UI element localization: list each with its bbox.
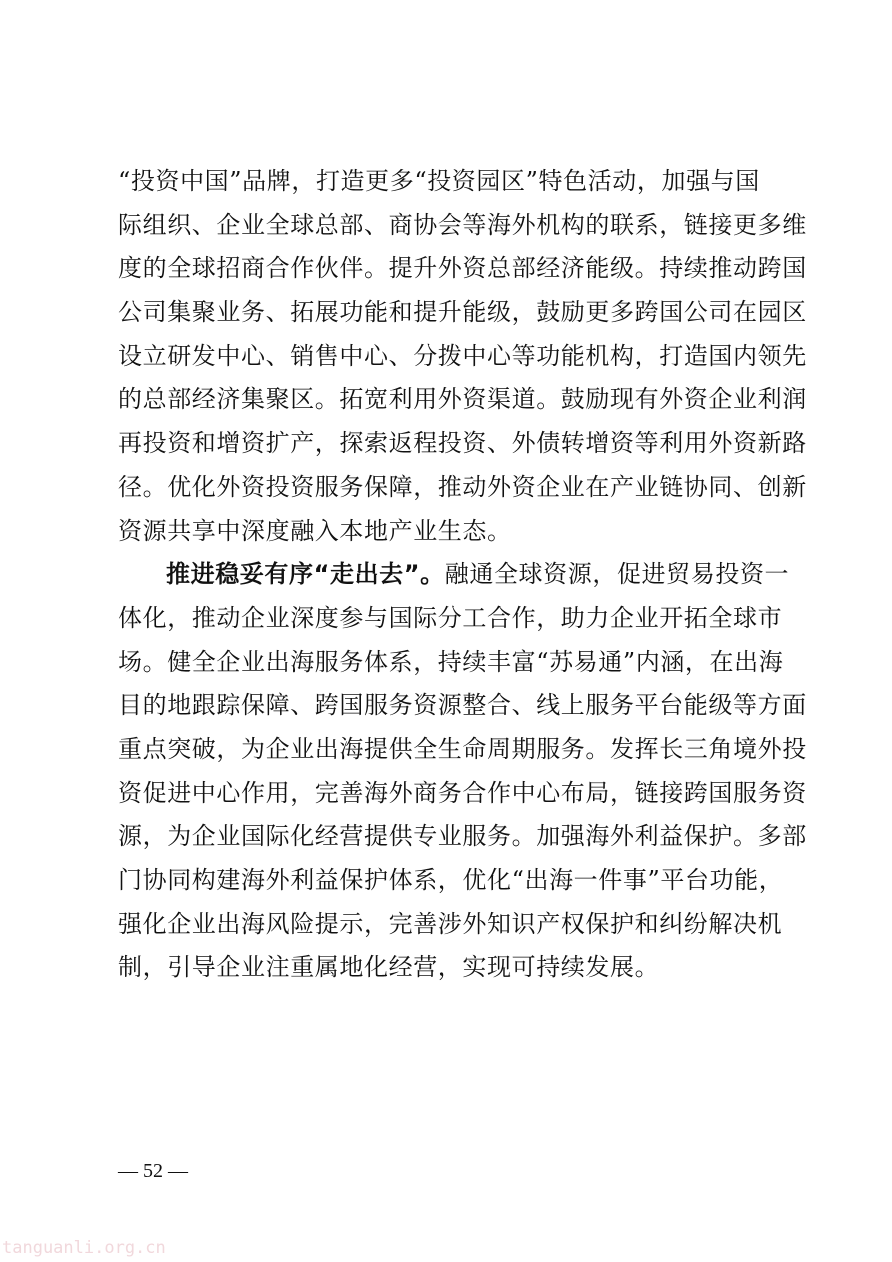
text-line: 源，为企业国际化经营提供专业服务。加强海外利益保护。多部 <box>118 822 807 851</box>
text-line: 径。优化外资投资服务保障，推动外资企业在产业链协同、创新 <box>118 472 807 501</box>
heading-line-rest: 融通全球资源，促进贸易投资一 <box>444 560 790 589</box>
text-line <box>118 553 790 597</box>
text-line: 制，引导企业注重属地化经营，实现可持续发展。 <box>118 953 660 982</box>
text-line: 强化企业出海风险提示，完善涉外知识产权保护和纠纷解决机 <box>118 909 783 938</box>
document-body <box>118 160 807 990</box>
text-line: 再投资和增资扩产，探索返程投资、外债转增资等利用外资新路 <box>118 429 807 458</box>
section-heading: 推进稳妥有序“走出去”。 <box>166 560 445 589</box>
paragraph-going-global <box>118 553 807 990</box>
text-line: “投资中国”品牌，打造更多“投资园区”特色活动，加强与国 <box>118 167 760 195</box>
text-line: 的总部经济集聚区。拓宽利用外资渠道。鼓励现有外资企业利润 <box>118 385 807 414</box>
text-line: 公司集聚业务、拓展功能和提升能级，鼓励更多跨国公司在园区 <box>118 298 807 327</box>
page-number: — 52 — <box>118 1160 188 1182</box>
text-line: 场。健全企业出海服务体系，持续丰富“苏易通”内涵，在出海 <box>118 647 784 676</box>
paragraph-investment-china <box>118 160 807 553</box>
text-line: 度的全球招商合作伙伴。提升外资总部经济能级。持续推动跨国 <box>118 254 807 283</box>
text-line: 资促进中心作用，完善海外商务合作中心布局，链接跨国服务资 <box>118 778 807 807</box>
text-line: 体化，推动企业深度参与国际分工合作，助力企业开拓全球市 <box>118 603 783 632</box>
text-line: 重点突破，为企业出海提供全生命周期服务。发挥长三角境外投 <box>118 734 807 763</box>
text-line: 资源共享中深度融入本地产业生态。 <box>118 516 512 545</box>
text-line: 目的地跟踪保障、跨国服务资源整合、线上服务平台能级等方面 <box>118 691 807 720</box>
watermark: tanguanli.org.cn <box>2 1238 166 1258</box>
text-line: 际组织、企业全球总部、商协会等海外机构的联系，链接更多维 <box>118 210 807 239</box>
text-line: 设立研发中心、销售中心、分拨中心等功能机构，打造国内领先 <box>118 341 807 370</box>
text-line: 门协同构建海外利益保护体系，优化“出海一件事”平台功能， <box>118 866 784 894</box>
